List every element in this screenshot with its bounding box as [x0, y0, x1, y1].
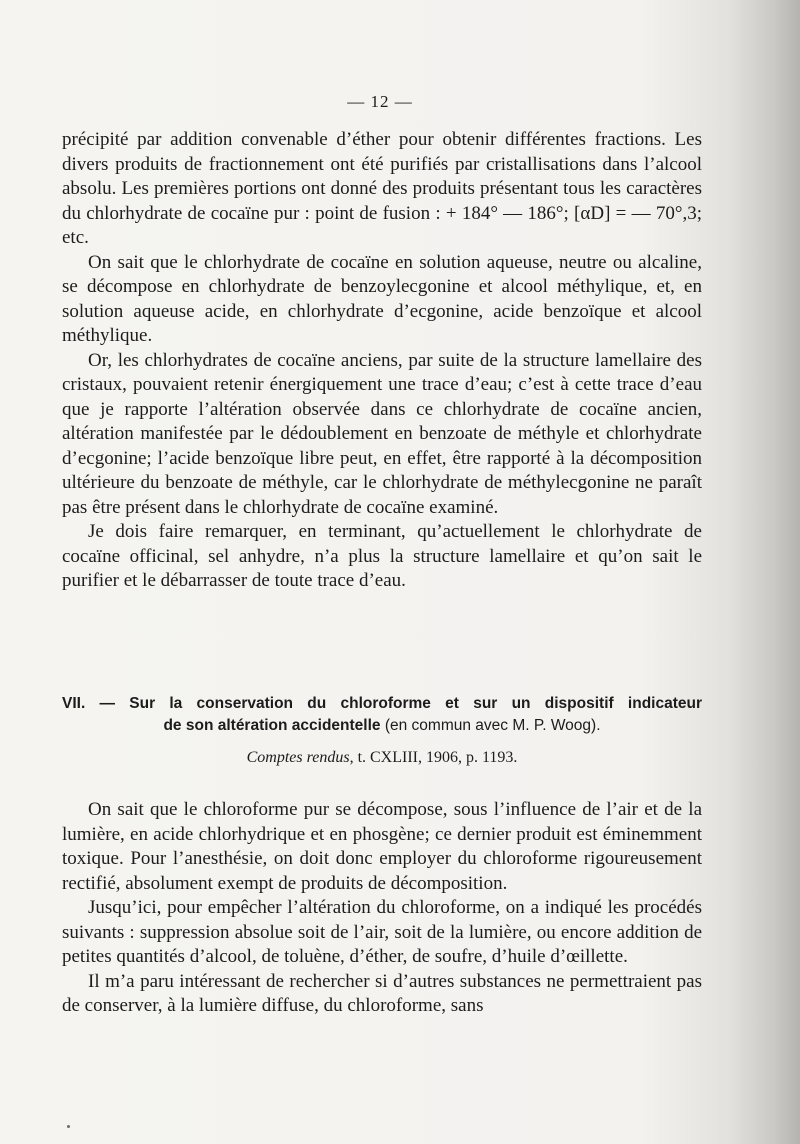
paragraph: Je dois faire remarquer, en terminant, qu’actuellement le chlorhydrate de cocaïne officinal, sel anhydre, n’a plus la structure lamellaire et qu’on sait le purifier et le débarrasser de toute trace d’eau. — [62, 521, 702, 591]
scan-speck — [67, 1125, 70, 1128]
page-number: — 12 — — [347, 92, 413, 111]
text-block-top — [62, 128, 702, 594]
section-title-line-1: VII. — Sur la conservation du chloroforme et sur un dispositif indicateur — [62, 695, 702, 712]
paragraph: On sait que le chloroforme pur se décompose, sous l’influence de l’air et de la lumière, en acide chlorhydrique et en phosgène; ce dernier produit est éminemment toxique. Pour l’anesthésie, on doit donc employer du chloroforme rigoureusement rectifié, absolument exempt de produits de décomposition. — [62, 799, 702, 894]
section-title-bold: de son altération accidentelle — [163, 717, 381, 734]
section-title-authors: (en commun avec M. P. Woog). — [380, 717, 601, 734]
text-block-bottom — [62, 798, 702, 1019]
section-heading — [62, 693, 702, 737]
paragraph: précipité par addition convenable d’éther pour obtenir différentes fractions. Les divers produits de fractionnement ont été purifiés par cristallisations dans l’alcool absolu. Les premières portions ont donné des produits présentant tous les caractères du chlorhydrate de cocaïne pur : point de fusion : + 184° — 186°; [αD] = — 70°,3; etc. — [62, 129, 702, 248]
paragraph: Or, les chlorhydrates de cocaïne anciens, par suite de la structure lamellaire des cristaux, pouvaient retenir énergiquement une trace d’eau; c’est à cette trace d’eau que je rapporte l’altération observée dans ce chlorhydrate de cocaïne ancien, altération manifestée par le dédoublement en benzoate de méthyle et chlorhydrate d’ecgonine; l’acide benzoïque libre peut, en effet, être rapporté à la décomposition ultérieure du benzoate de méthyle, car le chlorhydrate de méthylecgonine ne paraît pas être présent dans le chlorhydrate de cocaïne examiné. — [62, 349, 702, 518]
citation-journal: Comptes rendus — [246, 749, 350, 766]
citation — [62, 749, 702, 767]
paragraph: Il m’a paru intéressant de rechercher si d’autres substances ne permettraient pas de conserver, à la lumière diffuse, du chloroforme, sans — [62, 970, 702, 1016]
section-title-line-2 — [62, 715, 702, 737]
paragraph: On sait que le chlorhydrate de cocaïne en solution aqueuse, neutre ou alcaline, se décompose en chlorhydrate de benzoylecgonine et alcool méthylique, et, en solution aqueuse acide, en chlorhydrate d’ecgonine, acide benzoïque et alcool méthylique. — [62, 251, 702, 346]
paragraph: Jusqu’ici, pour empêcher l’altération du chloroforme, on a indiqué les procédés suivants : suppression absolue soit de l’air, soit de la lumière, ou encore addition de petites quantités d’alcool, de toluène, d’éther, de soufre, d’huile d’œillette. — [62, 897, 702, 967]
citation-reference: , t. CXLIII, 1906, p. 1193. — [349, 749, 518, 766]
